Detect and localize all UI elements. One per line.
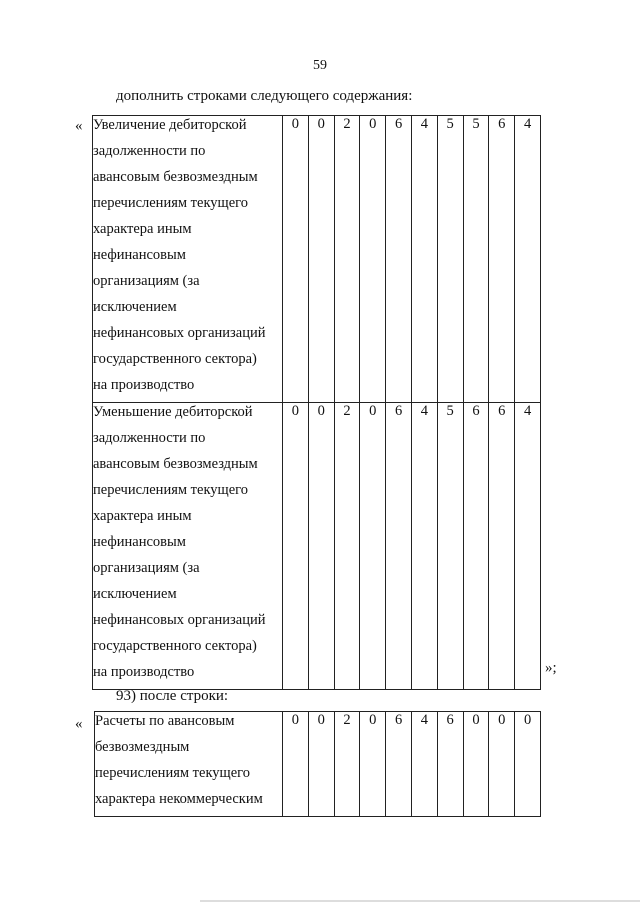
description-line: Расчеты по авансовым	[95, 713, 235, 729]
row-description	[93, 403, 283, 690]
description-line: характера иным	[93, 221, 192, 237]
code-digit: 2	[334, 116, 360, 403]
description-line: нефинансовых организаций	[93, 612, 266, 628]
description-line: авансовым безвозмездным	[93, 456, 258, 472]
table-row	[93, 403, 541, 690]
description-line: Увеличение дебиторской	[93, 117, 247, 133]
scan-edge-line	[200, 900, 640, 902]
code-digit: 4	[515, 116, 541, 403]
description-line: нефинансовым	[93, 247, 186, 263]
code-digit: 0	[283, 712, 309, 817]
code-digit: 0	[463, 712, 489, 817]
code-digit: 0	[489, 712, 515, 817]
row-description	[93, 116, 283, 403]
description-line: на производство	[93, 664, 195, 680]
code-digit: 0	[360, 712, 386, 817]
open-quote-2: «	[75, 716, 83, 732]
code-digit: 2	[334, 712, 360, 817]
description-line: авансовым безвозмездным	[93, 169, 258, 185]
row-description	[95, 712, 283, 817]
description-line: задолженности по	[93, 143, 206, 159]
code-digit: 0	[360, 403, 386, 690]
code-digit: 5	[437, 403, 463, 690]
description-line: нефинансовым	[93, 534, 186, 550]
description-line: перечислениям текущего	[95, 765, 250, 781]
code-digit: 4	[411, 403, 437, 690]
code-digit: 6	[386, 403, 412, 690]
description-line: организациям (за	[93, 560, 200, 576]
code-digit: 0	[308, 116, 334, 403]
page-number: 59	[313, 58, 327, 73]
intro-text: дополнить строками следующего содержания:	[116, 88, 413, 104]
description-line: государственного сектора)	[93, 638, 257, 654]
description-line: исключением	[93, 586, 177, 602]
table-row	[95, 712, 541, 817]
description-line: задолженности по	[93, 430, 206, 446]
description-line: организациям (за	[93, 273, 200, 289]
description-line: характера иным	[93, 508, 192, 524]
code-digit: 5	[463, 116, 489, 403]
code-digit: 6	[489, 116, 515, 403]
code-digit: 6	[386, 712, 412, 817]
description-line: перечислениям текущего	[93, 482, 248, 498]
code-digit: 4	[411, 116, 437, 403]
code-digit: 0	[283, 116, 309, 403]
code-digit: 4	[515, 403, 541, 690]
description-line: государственного сектора)	[93, 351, 257, 367]
after-line-text: 93) после строки:	[116, 688, 229, 704]
code-table-2	[94, 711, 541, 817]
code-digit: 2	[334, 403, 360, 690]
code-digit: 0	[308, 712, 334, 817]
description-line: Уменьшение дебиторской	[93, 404, 253, 420]
description-line: перечислениям текущего	[93, 195, 248, 211]
description-line: безвозмездным	[95, 739, 190, 755]
description-line: на производство	[93, 377, 195, 393]
table-row	[93, 116, 541, 403]
code-digit: 0	[515, 712, 541, 817]
description-line: нефинансовых организаций	[93, 325, 266, 341]
description-line: исключением	[93, 299, 177, 315]
code-digit: 6	[437, 712, 463, 817]
code-digit: 6	[386, 116, 412, 403]
code-table-1	[92, 115, 541, 690]
close-quote: »;	[545, 660, 557, 676]
code-digit: 0	[360, 116, 386, 403]
description-line: характера некоммерческим	[95, 791, 263, 807]
code-digit: 5	[437, 116, 463, 403]
code-digit: 4	[411, 712, 437, 817]
code-digit: 6	[463, 403, 489, 690]
open-quote: «	[75, 118, 83, 134]
code-digit: 6	[489, 403, 515, 690]
code-digit: 0	[308, 403, 334, 690]
code-digit: 0	[283, 403, 309, 690]
